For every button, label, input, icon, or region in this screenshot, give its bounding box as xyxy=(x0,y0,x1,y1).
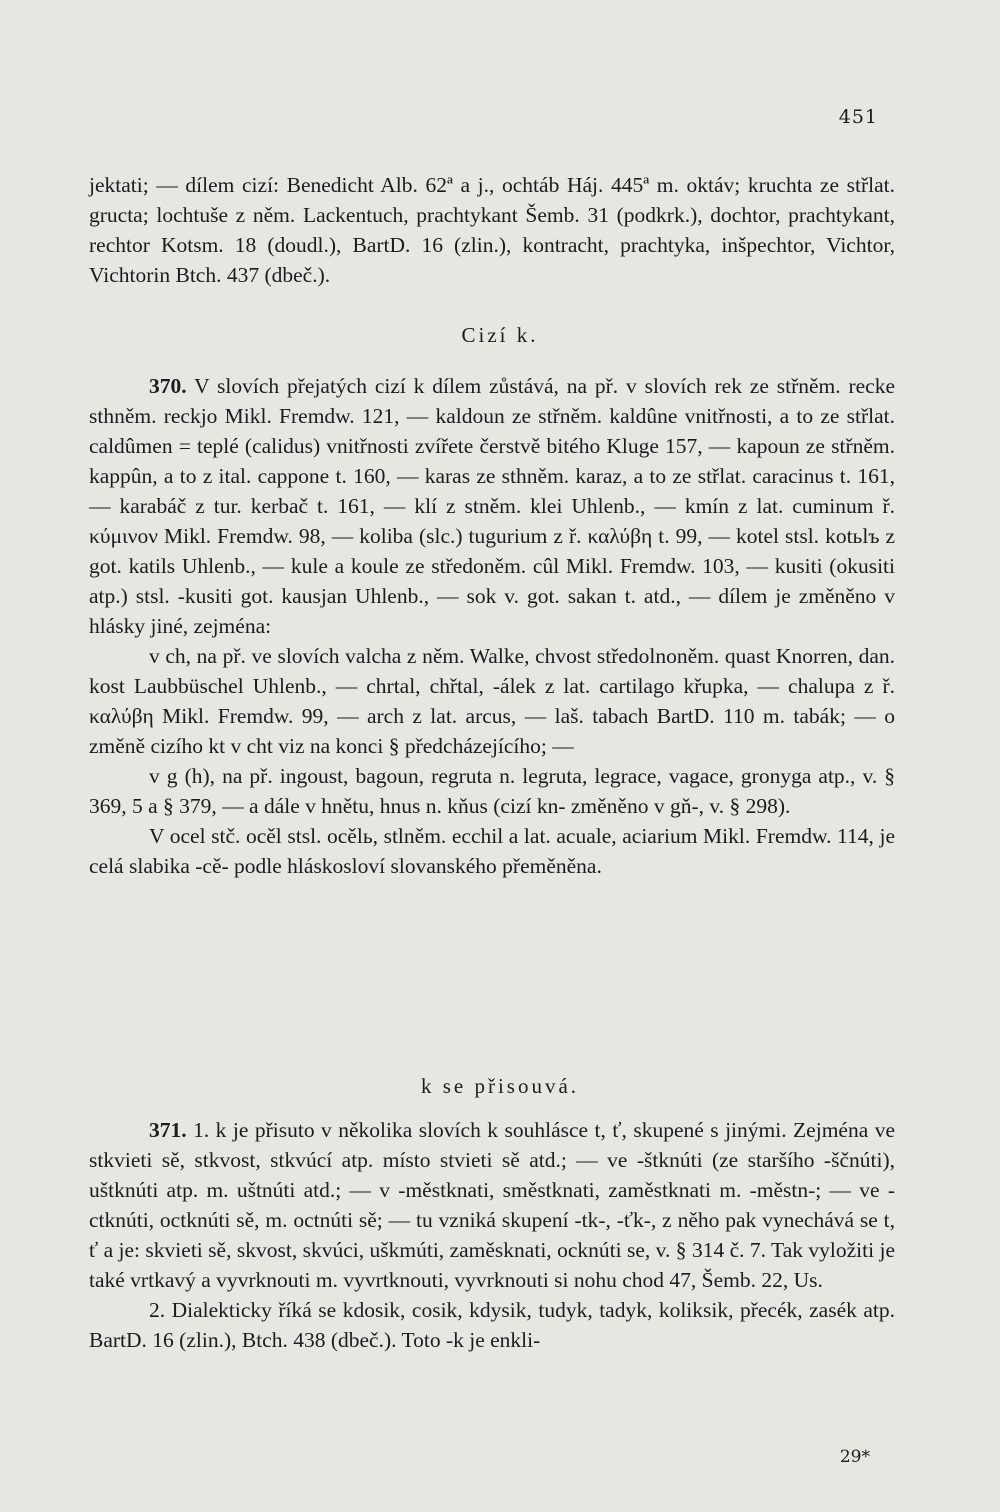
section-number: 370. xyxy=(149,374,187,398)
section-371 xyxy=(89,1115,895,1355)
section-heading-k-se-prisouva: k se přisouvá. xyxy=(420,1074,580,1098)
section-370-paragraph-2: v ch, na př. ve slovích valcha z něm. Walke, chvost středolnoněm. quast Knorren, dan. kost Laubbüschel Uhlenb., — chrtal, chřtal, -álek z lat. cartilago křupka, — chalupa z ř. καλύβη Mikl. Fremdw. 99, — arch z lat. arcus, — laš. tabach BartD. 110 m. tabák; — o změně cizího kt v cht viz na konci § předcházejícího; — xyxy=(89,644,895,758)
paragraph-text: jektati; — dílem cizí: Benedicht Alb. 62ª a j., ochtáb Háj. 445ª m. oktáv; kruchta ze střlat. gructa; lochtuše z něm. Lackentuch, prachtykant Šemb. 31 (podkrk.), dochtor, prachtykant, rechtor Kotsm. 18 (doudl.), BartD. 16 (zlin.), kontracht, prachtyka, inšpechtor, Vichtor, Vichtorin Btch. 437 (dbeč.). xyxy=(89,173,895,287)
section-heading-cizi-k: Cizí k. xyxy=(461,323,539,347)
printer-signature: 29* xyxy=(839,1447,870,1467)
section-370 xyxy=(89,371,895,881)
section-371-paragraph-2: 2. Dialekticky říká se kdosik, cosik, kdysik, tudyk, tadyk, koliksik, přecék, zasék atp. BartD. 16 (zlin.), Btch. 438 (dbeč.). Toto -k je enkli- xyxy=(89,1298,895,1352)
section-number: 371. xyxy=(149,1118,187,1142)
top-paragraph xyxy=(89,170,895,290)
section-370-paragraph-4: V ocel stč. ocěl stsl. ocělь, stlněm. ecchil a lat. acuale, aciarium Mikl. Fremdw. 114, je celá slabika -cě- podle hláskosloví slovanského přeměněna. xyxy=(89,824,895,878)
page-number: 451 xyxy=(838,106,878,128)
paragraph-text: V slovích přejatých cizí k dílem zůstává, na př. v slovích rek ze střněm. recke sthněm. reckjo Mikl. Fremdw. 121, — kaldoun ze střněm. kaldûne vnitřnosti, a to ze střlat. caldûmen = teplé (calidus) vnitřnosti zvířete čerstvě bitého Kluge 157, — kapoun ze střněm. kappûn, a to z ital. cappone t. 160, — karas ze sthněm. karaz, a to ze střlat. caracinus t. 161, — karabáč z tur. kerbač t. 161, — klí z stněm. klei Uhlenb., — kmín z lat. cuminum ř. κύμινον Mikl. Fremdw. 98, — koliba (slc.) tugurium z ř. καλύβη t. 99, — kotel stsl. kotьlъ z got. katils Uhlenb., — kule a koule ze středoněm. cûl Mikl. Fremdw. 103, — kusiti (okusiti atp.) stsl. -kusiti got. kausjan Uhlenb., — sok v. got. sakan t. atd., — dílem je změněno v hlásky jiné, zejména: xyxy=(89,374,895,638)
paragraph-text: 1. k je přisuto v několika slovích k souhlásce t, ť, skupené s jinými. Zejména ve stkvieti sě, stkvost, stkvúcí atp. místo stvieti sě atd.; — ve -štknúti (ze staršího -ščnúti), uštknúti atp. m. uštnúti atd.; — v -městknati, směstknati, zaměstknati m. -městn-; — ve -ctknúti, octknúti sě, m. octnúti sě; — tu vzniká skupení -tk-, -ťk-, z něho pak vynechává se t, ť a je: skvieti sě, skvost, skvúci, uškmúti, zaměsknati, ocknúti se, v. § 314 č. 7. Tak vyložiti je také vrtkavý a vyvrknouti m. vyvrtknouti, vyvrknouti si nohu chod 47, Šemb. 22, Us. xyxy=(89,1118,896,1292)
section-370-paragraph-3: v g (h), na př. ingoust, bagoun, regruta n. legruta, legrace, vagace, gronyga atp., v. § 369, 5 a § 379, — a dále v hnětu, hnus n. kňus (cizí kn- změněno v gň-, v. § 298). xyxy=(89,764,895,818)
section-370-paragraph-1 xyxy=(89,371,895,641)
section-371-paragraph-1 xyxy=(89,1115,895,1295)
